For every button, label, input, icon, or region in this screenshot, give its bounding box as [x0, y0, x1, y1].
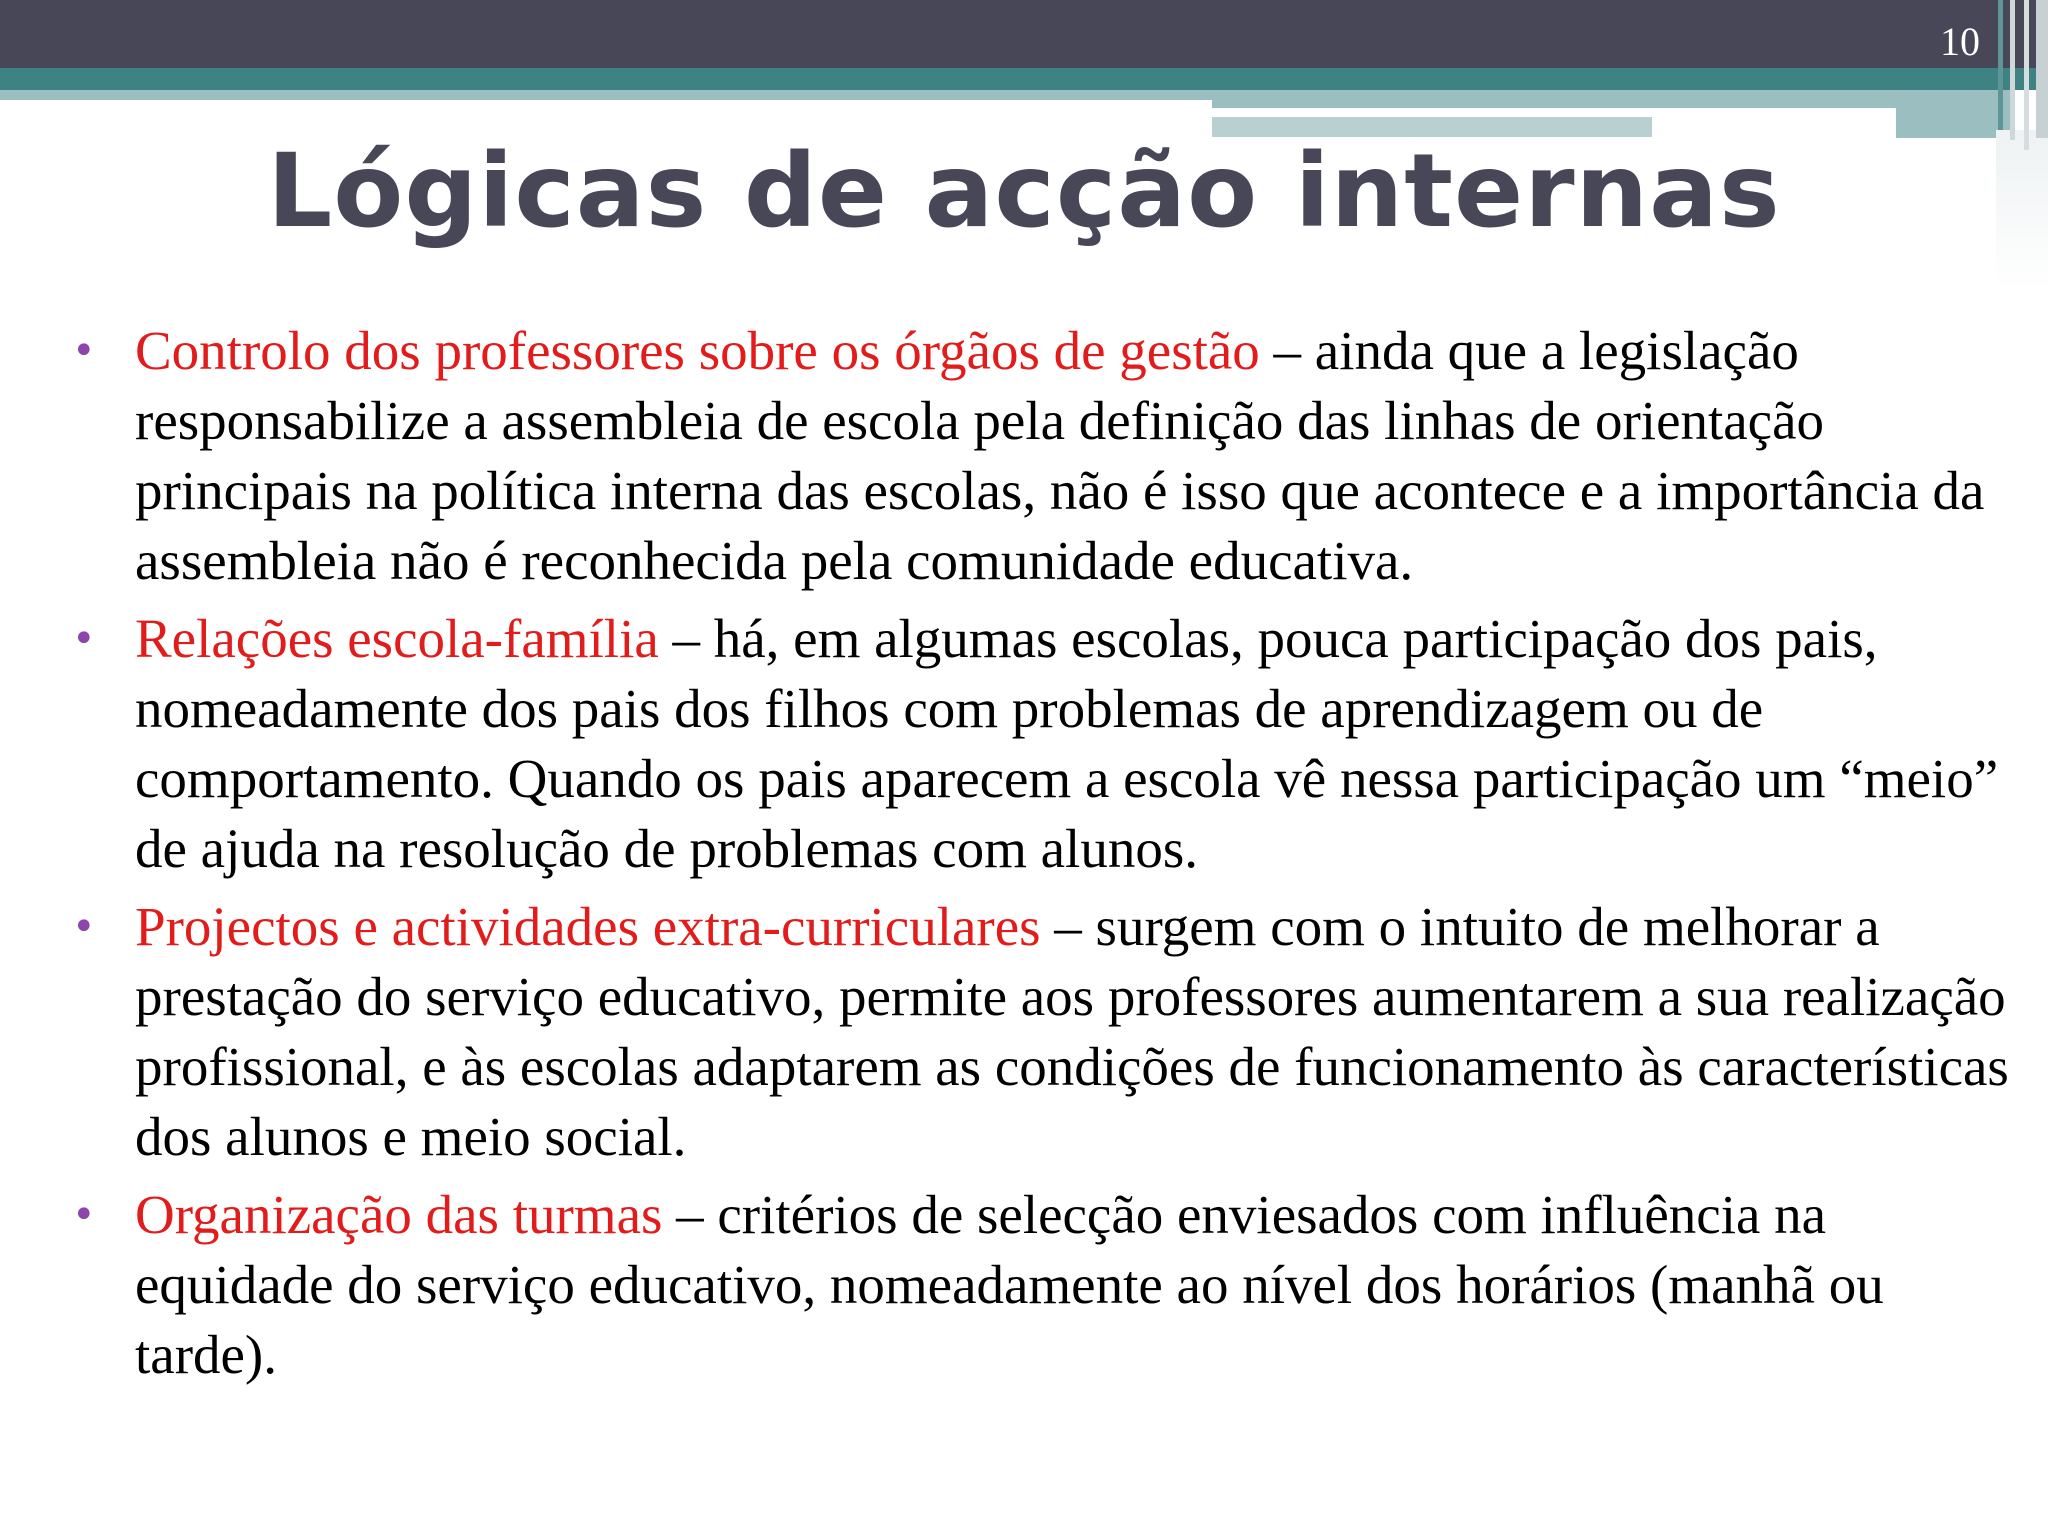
header-band-corner [1896, 90, 2012, 138]
bullet-highlight: Organização das turmas [135, 1184, 663, 1245]
bullet-item [72, 892, 2012, 1172]
bullet-icon: • [72, 328, 96, 374]
bullet-item [72, 1180, 2012, 1390]
page-number: 10 [1940, 19, 1980, 64]
bullet-list [72, 316, 2012, 1398]
bullet-text: – critérios de selecção enviesados com influência na equidade do serviço educativo, nomeadamente ao nível dos horários (manhã ou tarde). [135, 1184, 1884, 1385]
header-band-teal [0, 68, 2048, 90]
bullet-item [72, 604, 2012, 884]
header-band-dark [0, 0, 2048, 68]
bullet-highlight: Projectos e actividades extra-curriculares [135, 896, 1041, 957]
bullet-text: – há, em algumas escolas, pouca participação dos pais, nomeadamente dos pais dos filhos com problemas de aprendizagem ou de comportamento. Quando os pais aparecem a escola vê nessa participação um “meio” de ajuda na resolução de problemas com alunos. [135, 608, 1999, 879]
header-band-light-right [1212, 90, 2012, 108]
bullet-highlight: Relações escola-família [135, 608, 659, 669]
corner-bar [2010, 0, 2015, 140]
bullet-text: – ainda que a legislação responsabilize a assembleia de escola pela definição das linhas de orientação principais na política interna das escolas, não é isso que acontece e a importância da assembleia não é reconhecida pela comunidade educativa. [135, 320, 1985, 591]
bullet-icon: • [72, 1192, 96, 1238]
header-band-light-left [0, 90, 1212, 100]
bullet-item [72, 316, 2012, 596]
bullet-highlight: Controlo dos professores sobre os órgãos de gestão [135, 320, 1260, 381]
bullet-icon: • [72, 904, 96, 950]
bullet-icon: • [72, 616, 96, 662]
corner-bar [2024, 0, 2029, 150]
bullet-text: – surgem com o intuito de melhorar a prestação do serviço educativo, permite aos professores aumentarem a sua realização profissional, e às escolas adaptarem as condições de funcionamento às características dos alunos e meio social. [135, 896, 2009, 1167]
corner-bar [2036, 0, 2048, 138]
slide-title: Lógicas de acção internas [267, 132, 1781, 251]
corner-bar [1998, 0, 2003, 130]
